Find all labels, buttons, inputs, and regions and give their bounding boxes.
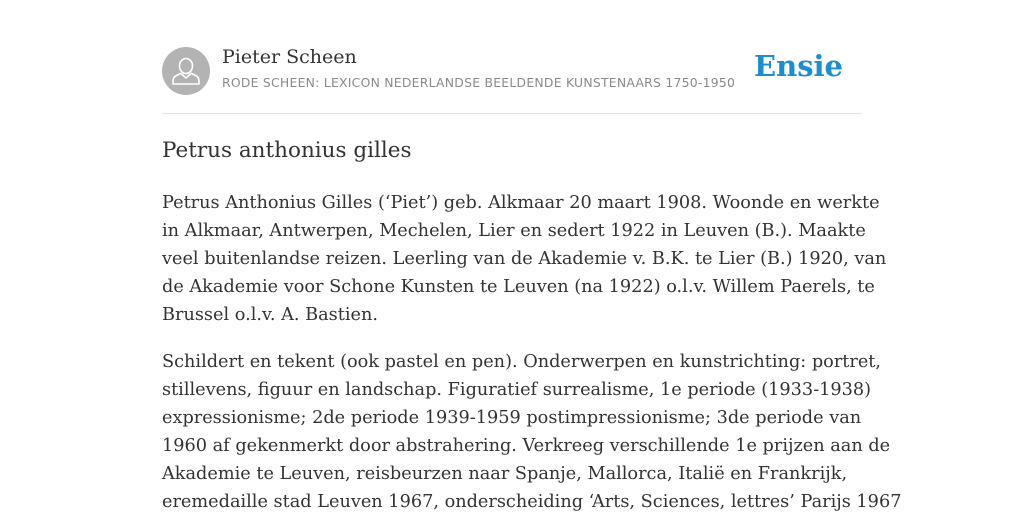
article-body	[162, 189, 902, 512]
header-divider	[162, 113, 862, 114]
text-line: in Alkmaar, Antwerpen, Mechelen, Lier en sedert 1922 in Leuven (B.). Maakte	[162, 221, 866, 241]
text-line: Akademie te Leuven, reisbeurzen naar Spanje, Mallorca, Italië en Frankrijk,	[162, 464, 848, 484]
paragraph-1	[162, 189, 887, 329]
header	[162, 44, 862, 98]
article-title: Petrus anthonius gilles	[162, 138, 412, 163]
author-name[interactable]: Pieter Scheen	[222, 46, 357, 68]
ensie-logo[interactable]: Ensie	[754, 49, 843, 83]
user-icon	[162, 47, 210, 95]
text-line: veel buitenlandse reizen. Leerling van de Akademie v. B.K. te Lier (B.) 1920, van	[162, 249, 887, 269]
text-line: Brussel o.l.v. A. Bastien.	[162, 305, 379, 325]
text-line: stillevens, figuur en landschap. Figuratief surrealisme, 1e periode (1933-1938)	[162, 380, 872, 400]
text-line: expressionisme; 2de periode 1939-1959 postimpressionisme; 3de periode van	[162, 408, 862, 428]
text-line: Schildert en tekent (ook pastel en pen). Onderwerpen en kunstrichting: portret,	[162, 352, 882, 372]
paragraph-2	[162, 348, 902, 512]
source-label[interactable]: RODE SCHEEN: LEXICON NEDERLANDSE BEELDENDE KUNSTENAARS 1750-1950	[222, 75, 736, 90]
text-line: de Akademie voor Schone Kunsten te Leuven (na 1922) o.l.v. Willem Paerels, te	[162, 277, 875, 297]
text-line: Petrus Anthonius Gilles (‘Piet’) geb. Alkmaar 20 maart 1908. Woonde en werkte	[162, 193, 880, 213]
text-line: eremedaille stad Leuven 1967, onderscheiding ‘Arts, Sciences, lettres’ Parijs 1967	[162, 492, 902, 512]
author-avatar[interactable]	[162, 47, 210, 95]
text-line: 1960 af gekenmerkt door abstrahering. Verkreeg verschillende 1e prijzen aan de	[162, 436, 891, 456]
